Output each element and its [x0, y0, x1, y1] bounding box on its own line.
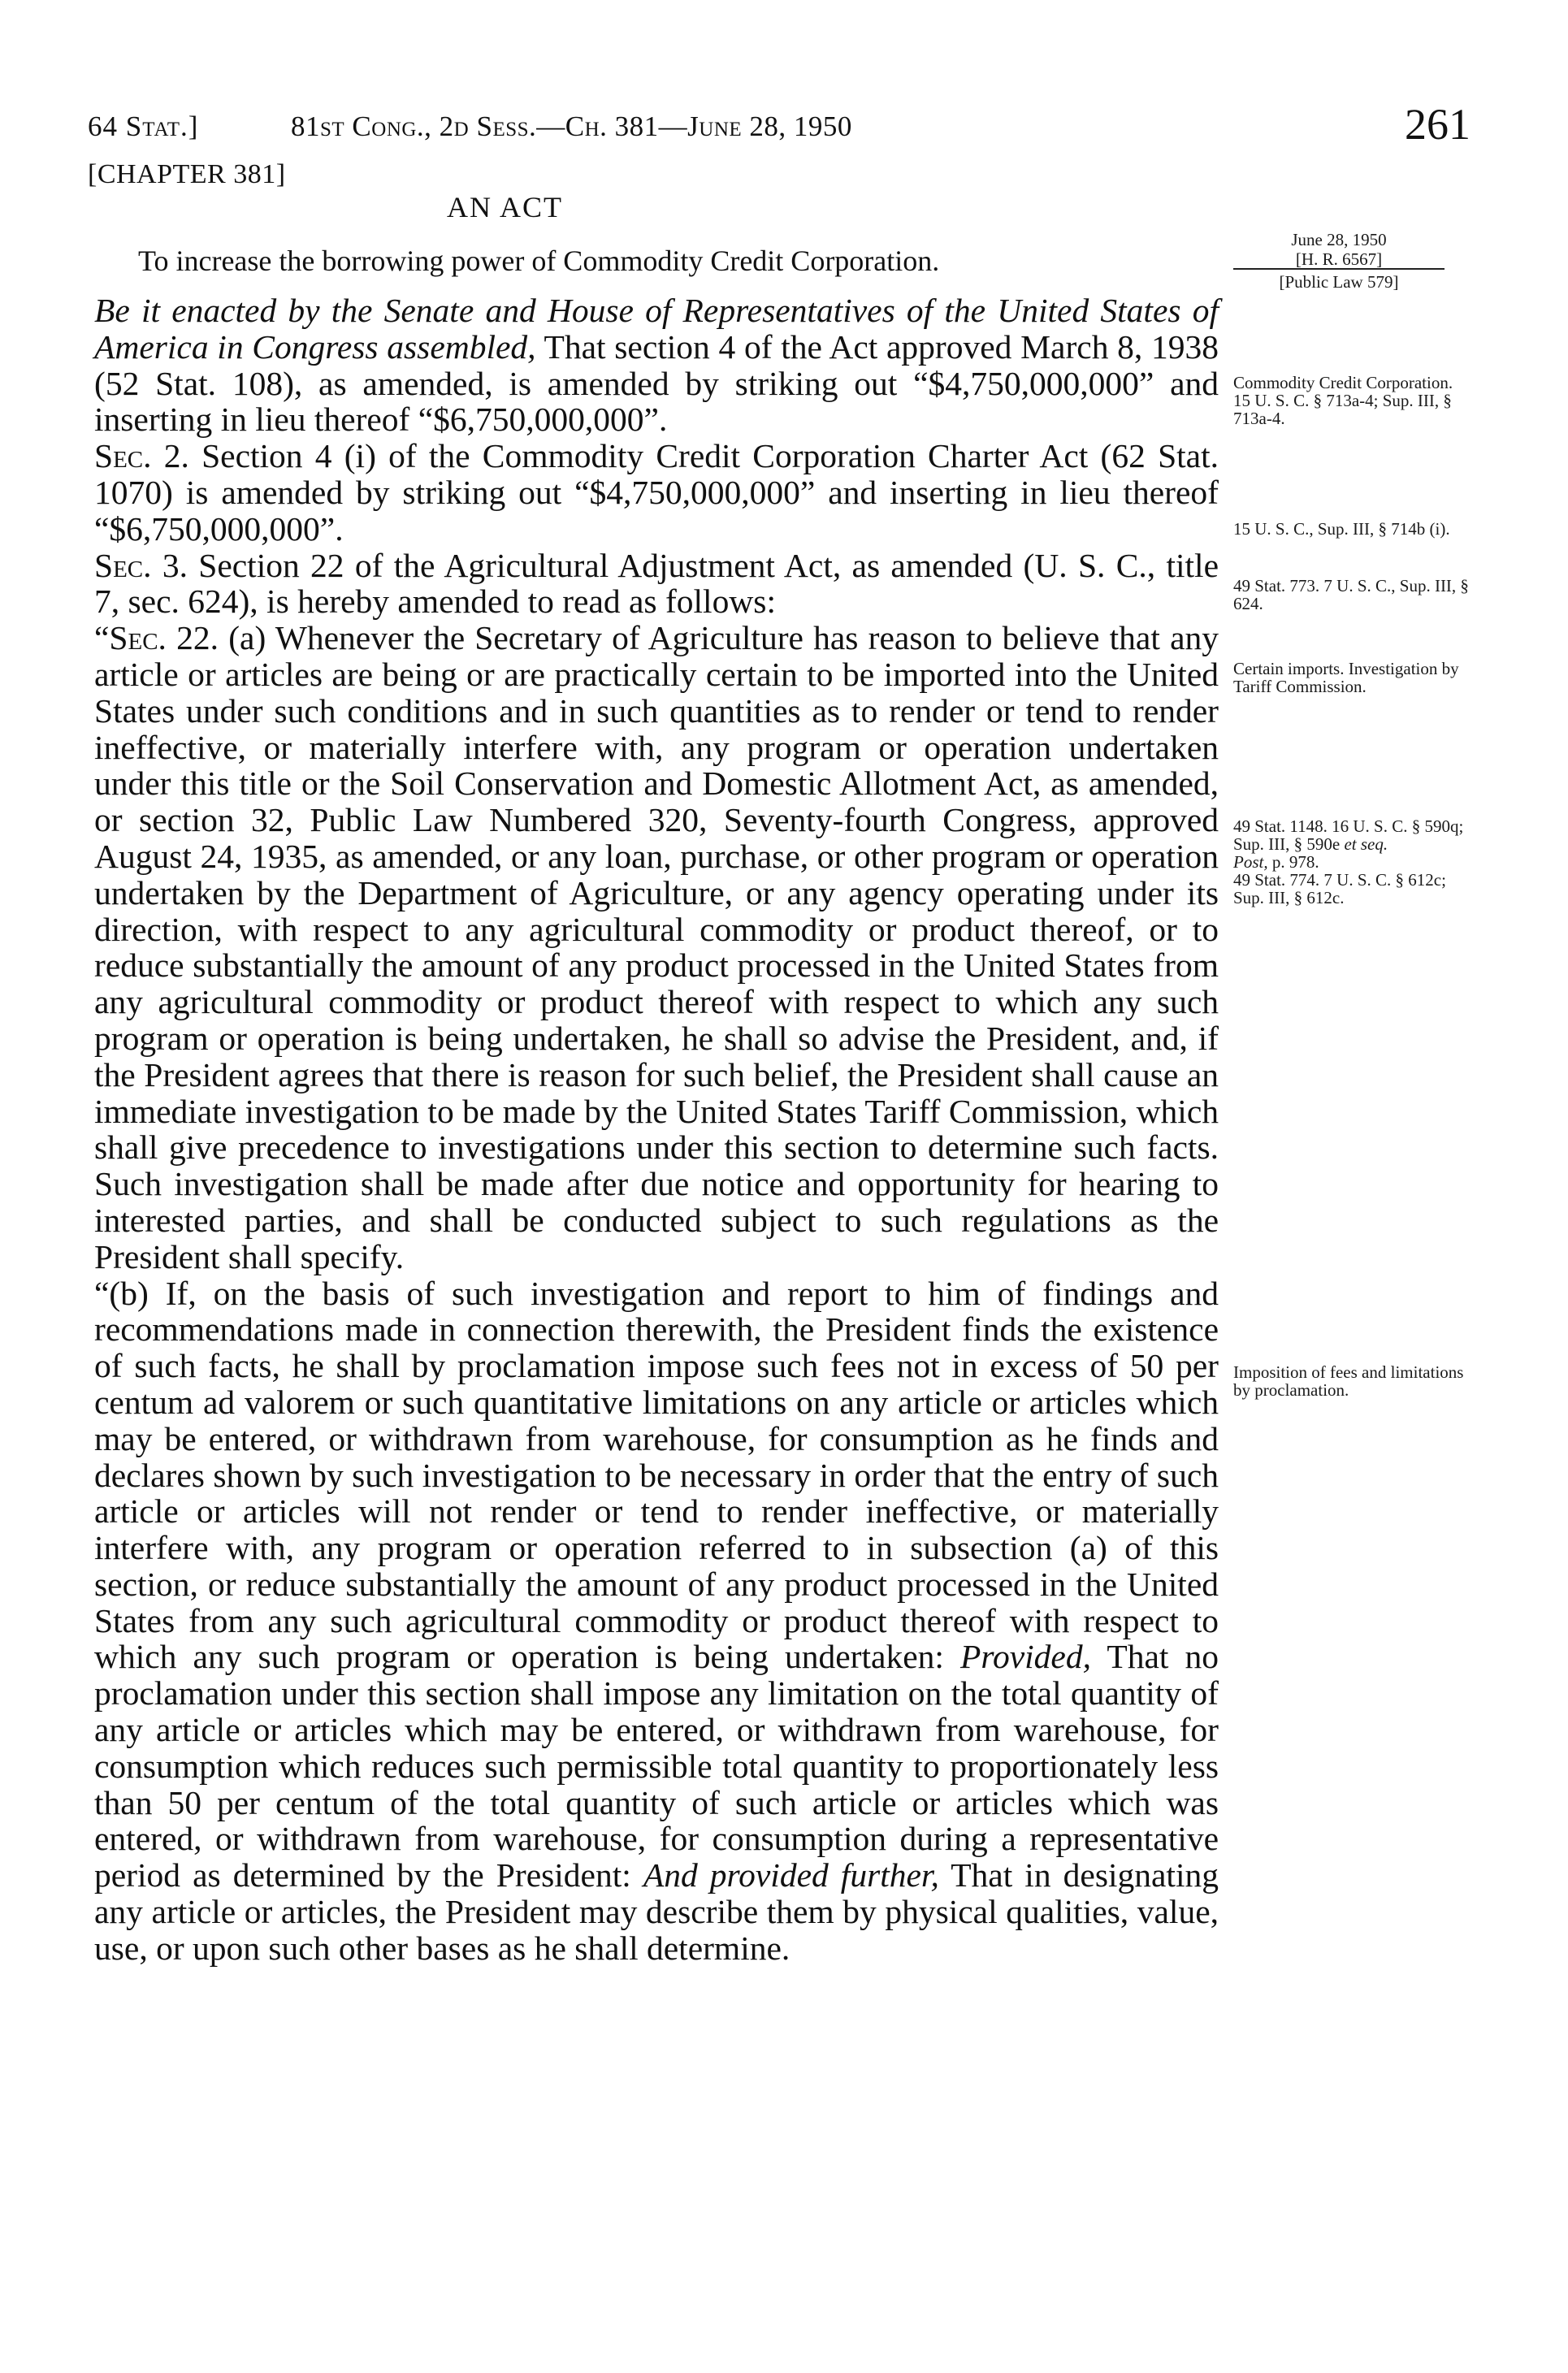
margin-note-sec22 [1233, 817, 1477, 907]
margin-sec2-cite: 15 U. S. C., Sup. III, § 714b (i). [1233, 519, 1450, 539]
margin-note-sec3 [1233, 577, 1477, 613]
page-number: 261 [1405, 100, 1471, 149]
public-law-number: [Public Law 579] [1279, 272, 1399, 292]
section-22-b-text-2: That no proclamation under this section shall impose any limitation on the total quantity of any article or articles which may be entered, or withdrawn from warehouse, for consumption which reduces such permissible total quantity to proportionately less than 50 per centum of the total quantity of such article or articles which was entered, or withdrawn from warehouse, for consumption during a representative period as determined by the President: [94, 1638, 1219, 1895]
session-chapter-date: 81st Cong., 2d Sess.—Ch. 381—June 28, 1950 [291, 110, 852, 142]
margin-ccc-title: Commodity Credit Corporation. [1233, 373, 1453, 392]
act-title: AN ACT [447, 191, 564, 223]
enacting-clause: Be it enacted by the Senate and House of Representatives of the United States of America in Congress assembled, [94, 292, 1219, 366]
margin-sec22-cite-1 [1233, 817, 1477, 853]
running-head [88, 99, 1471, 156]
bill-number: [H. R. 6567] [1233, 250, 1445, 270]
margin-sec3-cite: 49 Stat. 773. 7 U. S. C., Sup. III, § 624. [1233, 576, 1469, 613]
margin-sec22-cite-2-text: p. 978. [1267, 852, 1319, 872]
proviso-2: And provided further, [643, 1856, 939, 1895]
section-22-b [94, 1275, 1219, 1967]
margin-note-dates [1233, 231, 1445, 291]
margin-sec22-cite-1-italic: et seq. [1344, 834, 1388, 854]
margin-note-sec2 [1233, 520, 1477, 538]
section-3-label: Sec. 3. [94, 546, 188, 584]
section-2-label: Sec. 2. [94, 437, 189, 475]
margin-note-imports [1233, 660, 1477, 695]
section-22-b-text-1: “(b) If, on the basis of such investigation and report to him of findings and recommendations made in connection therewith, the President finds the existence of such facts, he shall by proclamation impose such fees not in excess of 50 per centum ad valorem or such quantitative limitations on any article or articles which may be entered, or withdrawn from warehouse, for consumption as he finds and declares shown by such investigation to be necessary in order that the entry of such article or articles will not render or tend to render ineffective, or materially interfere with, any program or operation referred to in subsection (a) of this section, or reduce substantially the amount of any product processed in the United States from any such agricultural commodity or product thereof with respect to which any such program or operation is being undertaken: [94, 1274, 1219, 1676]
section-2-text: Section 4 (i) of the Commodity Credit Corporation Charter Act (62 Stat. 1070) is amended by striking out “$4,750,000,000” and inserting in lieu thereof “$6,750,000,000”. [94, 437, 1219, 548]
act-purpose: To increase the borrowing power of Commodity Credit Corporation. [138, 245, 940, 277]
margin-sec22-cite-2-italic: Post, [1233, 852, 1268, 872]
act-body [94, 292, 1219, 1967]
proviso-1: Provided, [960, 1638, 1091, 1676]
section-1 [94, 292, 1219, 438]
margin-sec22-cite-3: 49 Stat. 774. 7 U. S. C. § 612c; Sup. III, § 612c. [1233, 870, 1446, 907]
chapter-number: [CHAPTER 381] [88, 159, 286, 189]
volume-reference: 64 Stat.] [88, 110, 199, 142]
margin-sec22-cite-2 [1233, 853, 1477, 871]
margin-note-fees [1233, 1363, 1477, 1399]
margin-note-ccc [1233, 374, 1477, 427]
section-1-text: That section 4 of the Act approved March 8, 1938 (52 Stat. 108), as amended, is amended by striking out “$4,750,000,000” and inserting in lieu thereof “$6,750,000,000”. [94, 327, 1219, 439]
section-2 [94, 438, 1219, 547]
section-22-b-text-3: That in designating any article or articles, the President may describe them by physical qualities, value, use, or upon such other bases as he shall determine. [94, 1856, 1219, 1967]
section-22-a [94, 620, 1219, 1275]
margin-imports-title: Certain imports. Investigation by Tariff Commission. [1233, 659, 1459, 696]
section-22-label: “Sec. 22. [94, 619, 219, 657]
approval-date: June 28, 1950 [1291, 230, 1387, 249]
section-3-text: Section 22 of the Agricultural Adjustment Act, as amended (U. S. C., title 7, sec. 624), is hereby amended to read as follows: [94, 546, 1219, 621]
margin-ccc-cite: 15 U. S. C. § 713a-4; Sup. III, § 713a-4. [1233, 391, 1452, 428]
section-22-a-text: (a) Whenever the Secretary of Agriculture has reason to believe that any article or articles are being or are practically certain to be imported into the United States under such conditions and in such quantities as to render or tend to render ineffective, or materially interfere with, any program or operation undertaken under this title or the Soil Conservation and Domestic Allotment Act, as amended, or section 32, Public Law Numbered 320, Seventy-fourth Congress, approved August 24, 1935, as amended, or any loan, purchase, or other program or operation undertaken by the Department of Agriculture, or any agency operating under its direction, with respect to any agricultural commodity or product thereof, or to reduce substantially the amount of any product processed in the United States from any agricultural commodity or product thereof with respect to which any such program or operation is being undertaken, he shall so advise the President, and, if the President agrees that there is reason for such belief, the President shall cause an immediate investigation to be made by the United States Tariff Commission, which shall give precedence to investigations under this section to determine such facts. Such investigation shall be made after due notice and opportunity for hearing to interested parties, and shall be conducted subject to such regulations as the President shall specify. [94, 619, 1219, 1275]
margin-sec22-cite-1-text: 49 Stat. 1148. 16 U. S. C. § 590q; Sup. III, § 590e [1233, 816, 1464, 854]
margin-fees-title: Imposition of fees and limitations by proclamation. [1233, 1362, 1464, 1400]
section-3 [94, 548, 1219, 621]
